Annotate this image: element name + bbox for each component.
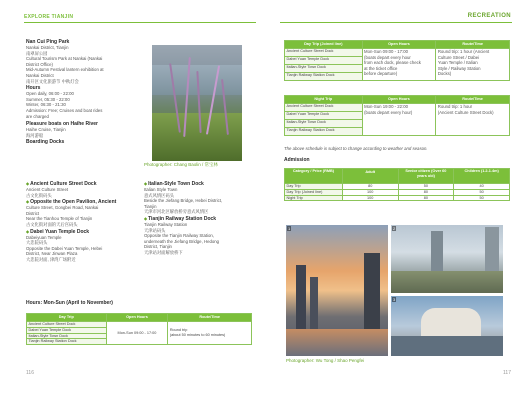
text-line: Mid-Autumn Festival lantern exhibition at [26,67,104,73]
intro-block [26,39,148,145]
left-photo-caption: Photographer: Chang Baolin / 常宝林 [144,162,219,167]
text-line: Style / Railway Station [437,65,481,71]
text-line: 南翠屏公园 [26,50,48,56]
adult-price: 80 [342,184,398,190]
waterfront-building-photo [391,296,503,356]
dock-detail-line: Beside the Jiefang Bridge, Hebei District, [144,198,223,204]
text-line: Round trip: 1 hour (Ancient [437,49,490,54]
table-row-label: Tianjin Railway Station Dock [285,128,363,136]
left-brand-tag: EXPLORE TIANJIN [24,14,74,20]
dock-title: ◆ Tianjin Railway Station Dock [144,216,262,222]
text-line: before departure) [364,71,398,77]
lavender-reeds-photo [152,45,242,161]
text-line: Summer, 05:30 - 22:00 [26,96,70,102]
table-row-label: Ancient Culture Street Dock [27,322,107,328]
table-row [285,195,510,201]
adult-price: 100 [342,189,398,195]
table-row-label: Tianjin Railway Station Dock [285,73,363,81]
admission-table [284,168,510,201]
adult-price: 100 [342,195,398,201]
left-hours-table [26,313,252,345]
text-line: Yuan Temple / Italian [437,60,478,66]
table-hours-cell [362,49,436,81]
dock-detail-line: 大悲院对面, 津湾广场附近 [26,256,76,262]
dock-detail-line: Culture Street, Gongbei Road, Nankai [26,205,99,211]
dock-detail-line: 天津市河北区解放桥旁意式风情区 [144,209,209,215]
text-line: 海河游船 [26,132,44,138]
table-route-cell [436,104,510,136]
dock-detail-line: District [26,210,40,216]
city-skyline-photo [391,225,503,293]
dock-detail-line: Tianjin Railway Station [144,221,188,227]
admission-row-label: Night Trip [285,195,343,201]
table-row-label: Dabei Yuan Temple Dock [27,327,107,333]
text-line: Mon-Sun 19:00 - 22:00 [364,104,409,109]
left-header-rule [24,22,256,23]
table-row-label: Dabei Yuan Temple Dock [285,112,363,120]
dock-detail-line: 意式风情区码头 [144,192,175,198]
photo-number: 1 [288,226,291,231]
text-line: Admission: Free; Cruises and boat rides [26,107,103,113]
text-line: Round trip: 1 hour [437,104,473,109]
schedule-note: The above schedule is subject to change according to weather and season. [284,146,428,151]
senior-price: 80 [398,189,454,195]
dock-title: ◆ Ancient Culture Street Dock [26,181,148,187]
text-line: from each dock, please check [364,60,421,66]
table-row-label: Italian-Style Town Dock [285,120,363,128]
route-line: Round trip [169,328,188,333]
photo-number: 3 [393,297,396,302]
text-line: (Ancient Culture Street Dock) [437,109,494,115]
dock-detail-line: Italian Style Town [144,187,178,192]
right-photo-caption: Photographer: Wu Tong / Shao Pengfei [286,358,365,363]
col-header: Open Hours [362,41,436,49]
table-hours-cell [362,104,436,136]
admission-row-label: Day Trip (Joined line) [285,189,343,195]
senior-price: 80 [398,195,454,201]
senior-price: 50 [398,184,454,190]
child-price: 50 [454,195,510,201]
table-row-label: Italian-Style Town Dock [27,333,107,339]
text-line: 南开区文化旅游节 中秋灯会 [26,78,79,84]
day-trip-joined-table [284,40,510,81]
text-line: Cultural Tourism Park at Nankai (Nankai [26,56,103,62]
col-header: Category / Price (RMB) [285,169,343,184]
col-header: Children (1.2-1.4m) [454,169,510,184]
text-line: at the ticket office [364,65,398,71]
text-line: are charged [26,113,49,119]
dock-detail-line: 大悲院码头 [26,240,48,246]
col-header: Open Hours [106,314,168,322]
pleasure-lines [26,127,148,138]
text-line: Culture Street / Dabei [437,54,480,60]
pleasure-heading: Pleasure boats on Haihe River [26,121,98,128]
dock-detail-line: 古文化街码头 [26,192,52,198]
col-header: Day Trip (Joined line) [285,41,363,49]
night-trip-table [284,95,510,136]
dock-title: ◆ Opposite the Open Pavilion, Ancient [26,199,148,205]
admission-row-label: Day Trip [285,184,343,190]
col-header: Day Trip [27,314,107,322]
dock-detail-line: Opposite the Dabei Yuan Temple, Hebei [26,245,103,251]
dock-detail-line: Near the Tianhou Temple of Tianjin [26,216,93,222]
docks-column-left [26,180,148,263]
table-row-label: Ancient Culture Street Dock [285,49,363,57]
route-line: (about 50 minutes to 60 minutes) [169,333,226,338]
river-sunset-photo [286,225,388,356]
text-line: District Office) [26,61,53,67]
table-row-label: Italian-Style Town Dock [285,65,363,73]
dock-detail-line: underneath the Jiefang Bridge, Hedong [144,238,220,244]
left-page-number: 116 [26,370,34,376]
left-table-heading: Hours: Mon-Sun (April to November) [26,300,113,306]
text-line: Nankai District, Tianjin [26,45,69,50]
col-header: Open Hours [362,96,436,104]
text-line: Open daily, 06:00 - 22:00 [26,91,74,97]
hours-lines [26,91,148,119]
col-header: Night Trip [285,96,363,104]
col-header: Route/Time [436,41,510,49]
table-route-cell [436,49,510,81]
text-line: (boats depart every hour) [364,109,413,115]
text-line: Haihe Cruise, Tianjin [26,127,66,133]
dock-detail-line: Ancient Culture Street [26,187,69,192]
dock-detail-line: Opposite the Tianjin Railway Station, [144,233,214,239]
text-line: Winter, 06:30 - 21:30 [26,102,66,108]
dock-detail-line: District, Tianjin [144,244,172,250]
table-row-label: Tianjin Railway Station Dock [27,339,107,345]
right-header-rule [280,22,512,23]
table-row-label: Dabei Yuan Temple Dock [285,57,363,65]
boarding-heading: Boarding Docks [26,139,65,146]
child-price: 40 [454,184,510,190]
dock-detail-line: 古文化街对面的天后宫码头 [26,221,78,227]
dock-detail-line: Tianjin [144,203,157,209]
table-hours-cell: Mon-Sun 09:00 - 17:00 [106,322,168,345]
admission-heading: Admission [284,157,310,163]
dock-title: ◆ Italian-Style Town Dock [144,181,262,187]
child-price: 50 [454,189,510,195]
table-row-label: Ancient Culture Street Dock [285,104,363,112]
text-line: Mon-Sun 09:00 - 17:00 [364,49,408,54]
dock-title: ◆ Dabei Yuan Temple Dock [26,229,148,235]
table-route-cell [168,322,252,345]
right-page-number: 117 [503,370,511,376]
text-line: (boats depart every hour [364,54,411,60]
col-header: Senior citizen (Over 60 years old) [398,169,454,184]
dock-detail-line: 天津站对面解放桥下 [144,249,183,255]
docks-column-right [144,180,262,256]
dock-detail-line: District, Near Jinwan Plaza [26,251,78,257]
dock-detail-line: 天津站码头 [144,227,166,233]
intro-heading: Nan Cui Ping Park [26,39,70,45]
right-section-tag: RECREATION [467,13,511,19]
col-header: Route/Time [436,96,510,104]
col-header: Adult [342,169,398,184]
photo-number: 2 [393,226,396,231]
hours-heading: Hours [26,85,41,92]
text-line: Docks) [437,71,452,77]
intro-lines [26,45,148,84]
dock-detail-line: Dabeiyuan Temple [26,234,62,240]
text-line: Nankai District [26,72,54,78]
col-header: Route/Time [168,314,252,322]
